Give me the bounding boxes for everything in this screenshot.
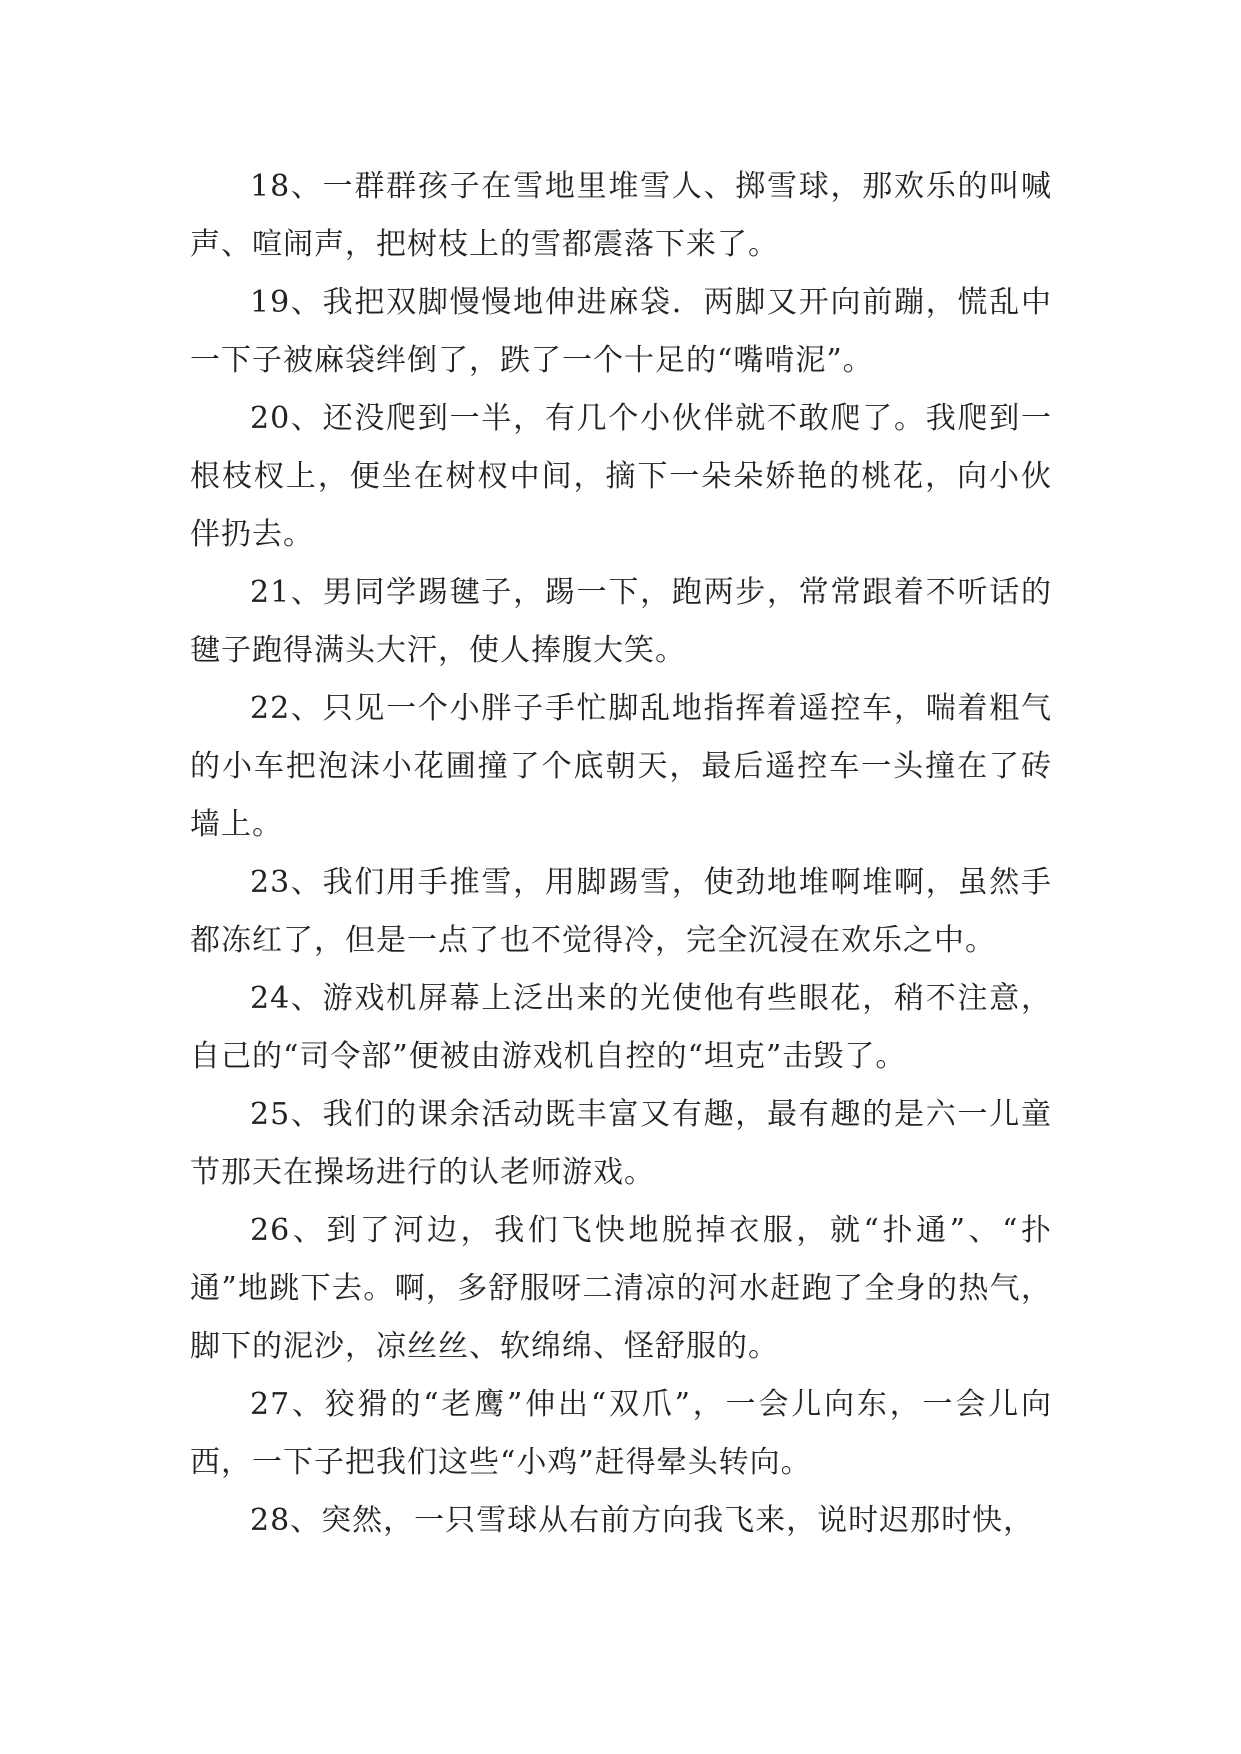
document-body: [190, 158, 1052, 1550]
paragraph-19: 19、我把双脚慢慢地伸进麻袋．两脚又开向前蹦，慌乱中一下子被麻袋绊倒了，跌了一个十足的“嘴啃泥”。: [190, 285, 1052, 378]
paragraph-27: 27、狡猾的“老鹰”伸出“双爪”，一会儿向东，一会儿向西，一下子把我们这些“小鸡”赶得晕头转向。: [190, 1387, 1052, 1480]
paragraph-24: 24、游戏机屏幕上泛出来的光使他有些眼花，稍不注意，自己的“司令部”便被由游戏机自控的“坦克”击毁了。: [190, 981, 1052, 1074]
paragraph-20: 20、还没爬到一半，有几个小伙伴就不敢爬了。我爬到一根枝杈上，便坐在树杈中间，摘下一朵朵娇艳的桃花，向小伙伴扔去。: [190, 401, 1052, 552]
paragraph-22: 22、只见一个小胖子手忙脚乱地指挥着遥控车，喘着粗气的小车把泡沫小花圃撞了个底朝天，最后遥控车一头撞在了砖墙上。: [190, 691, 1052, 842]
paragraph-21: 21、男同学踢毽子，踢一下，跑两步，常常跟着不听话的毽子跑得满头大汗，使人捧腹大笑。: [190, 575, 1052, 668]
paragraph-25: 25、我们的课余活动既丰富又有趣，最有趣的是六一儿童节那天在操场进行的认老师游戏。: [190, 1097, 1052, 1190]
paragraph-23: 23、我们用手推雪，用脚踢雪，使劲地堆啊堆啊，虽然手都冻红了，但是一点了也不觉得冷，完全沉浸在欢乐之中。: [190, 865, 1052, 958]
paragraph-26: 26、到了河边，我们飞快地脱掉衣服，就“扑通”、“扑通”地跳下去。啊，多舒服呀二清凉的河水赶跑了全身的热气，脚下的泥沙，凉丝丝、软绵绵、怪舒服的。: [190, 1213, 1052, 1364]
paragraph-18: 18、一群群孩子在雪地里堆雪人、掷雪球，那欢乐的叫喊声、喧闹声，把树枝上的雪都震落下来了。: [190, 169, 1052, 262]
paragraph-28: 28、突然，一只雪球从右前方向我飞来，说时迟那时快，: [250, 1503, 1035, 1538]
